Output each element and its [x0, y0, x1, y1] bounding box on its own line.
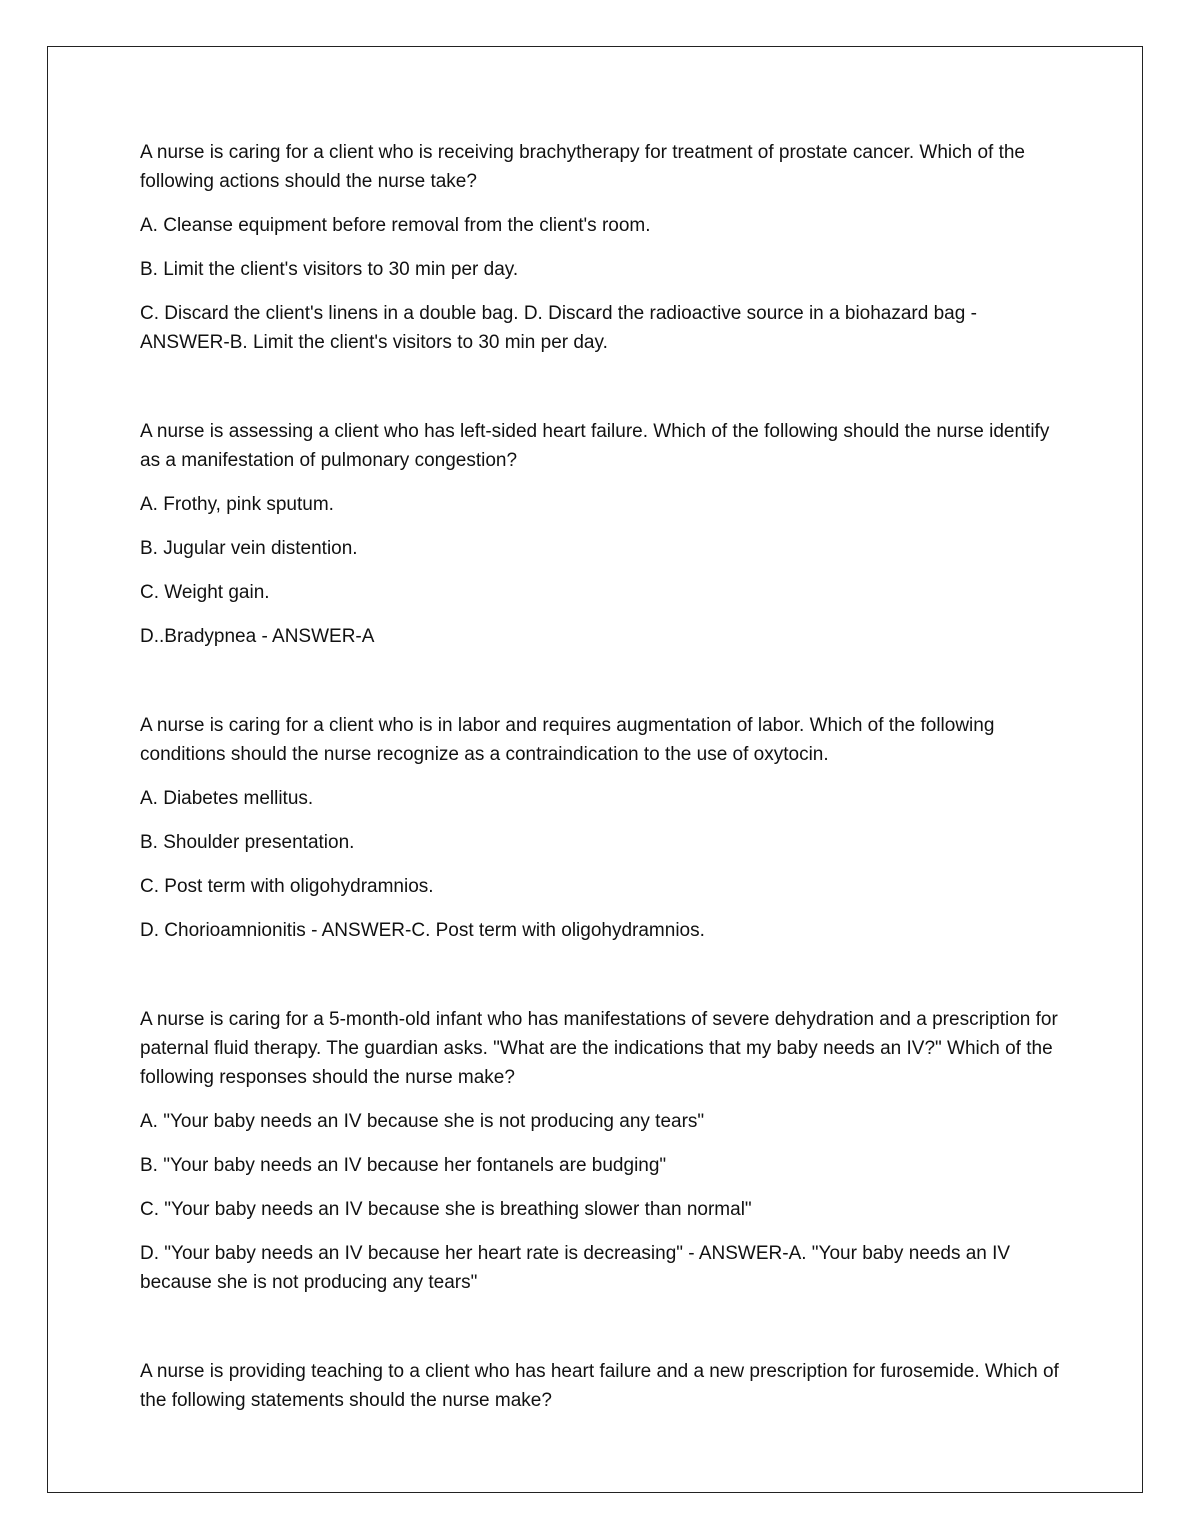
- answer-option: B. "Your baby needs an IV because her fontanels are budging": [140, 1155, 667, 1176]
- question-block-4: [140, 1005, 1060, 1297]
- question-stem: A nurse is assessing a client who has left-sided heart failure. Which of the following should the nurse identify as a manifestation of pulmonary congestion?: [140, 421, 1050, 471]
- question-block-3: [140, 711, 1060, 945]
- question-block-1: [140, 138, 1060, 357]
- answer-option: B. Limit the client's visitors to 30 min per day.: [140, 259, 519, 280]
- answer-option: A. "Your baby needs an IV because she is not producing any tears": [140, 1111, 705, 1132]
- question-stem: A nurse is providing teaching to a client who has heart failure and a new prescription for furosemide. Which of the following statements should the nurse make?: [140, 1361, 1059, 1411]
- answer-option: A. Cleanse equipment before removal from the client's room.: [140, 215, 651, 236]
- answer-option: C. "Your baby needs an IV because she is breathing slower than normal": [140, 1199, 752, 1220]
- question-stem: A nurse is caring for a client who is in labor and requires augmentation of labor. Which of the following conditions should the nurse recognize as a contraindication to the use of oxytocin.: [140, 715, 995, 765]
- document-content: [140, 138, 1060, 1430]
- question-stem: A nurse is caring for a 5-month-old infant who has manifestations of severe dehydration and a prescription for paternal fluid therapy. The guardian asks. "What are the indications that my baby needs an IV?" Which of the following responses should the nurse make?: [140, 1009, 1058, 1088]
- answer-option: A. Diabetes mellitus.: [140, 788, 314, 809]
- question-stem: A nurse is caring for a client who is receiving brachytherapy for treatment of prostate cancer. Which of the following actions should the nurse take?: [140, 142, 1025, 192]
- answer-option-with-answer: D..Bradypnea - ANSWER-A: [140, 626, 375, 647]
- answer-option: C. Weight gain.: [140, 582, 270, 603]
- question-block-5: [140, 1357, 1060, 1415]
- answer-option: B. Shoulder presentation.: [140, 832, 355, 853]
- question-block-2: [140, 417, 1060, 651]
- answer-option: A. Frothy, pink sputum.: [140, 494, 334, 515]
- answer-option-with-answer: D. "Your baby needs an IV because her heart rate is decreasing" - ANSWER-A. "Your baby needs an IV because she is not producing any tears": [140, 1243, 1011, 1293]
- answer-option: C. Post term with oligohydramnios.: [140, 876, 434, 897]
- answer-option-with-answer: D. Chorioamnionitis - ANSWER-C. Post term with oligohydramnios.: [140, 920, 705, 941]
- answer-option-with-answer: C. Discard the client's linens in a double bag. D. Discard the radioactive source in a biohazard bag - ANSWER-B. Limit the client's visitors to 30 min per day.: [140, 303, 977, 353]
- answer-option: B. Jugular vein distention.: [140, 538, 358, 559]
